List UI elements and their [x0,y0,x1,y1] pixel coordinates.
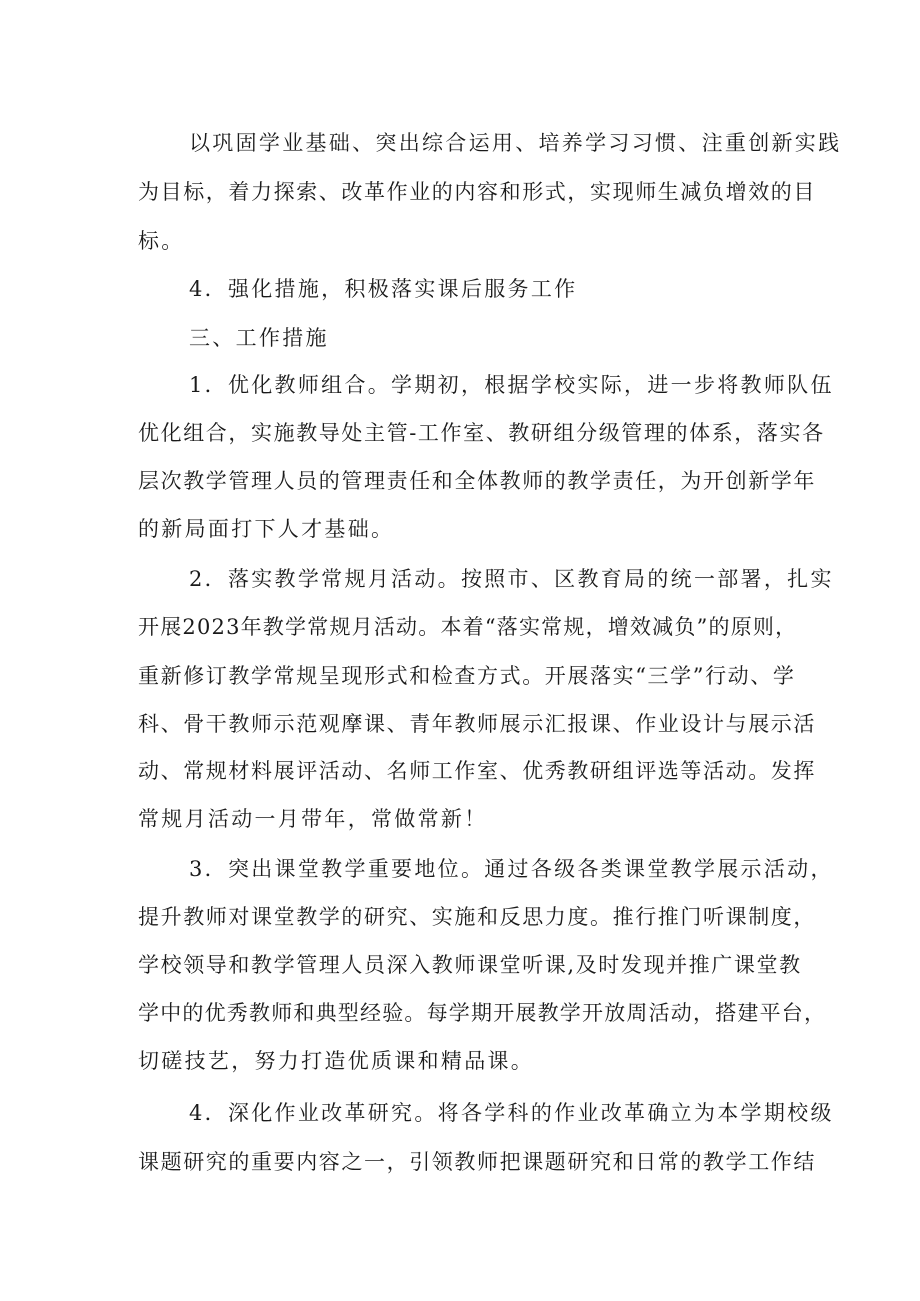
paragraph-line: 4．深化作业改革研究。将各学科的作业改革确立为本学期校级 [189,1101,834,1125]
paragraph-line: 3．突出课堂教学重要地位。通过各级各类课堂教学展示活动， [189,857,834,881]
paragraph-line: 提升教师对课堂教学的研究、实施和反思力度。推行推门听课制度， [138,905,816,929]
paragraph-line: 动、常规材料展评活动、名师工作室、优秀教研组评选等活动。发挥 [138,759,816,783]
paragraph-line: 课题研究的重要内容之一，引领教师把课题研究和日常的教学工作结 [138,1150,816,1174]
paragraph-line: 为目标，着力探索、改革作业的内容和形式，实现师生减负增效的目 [138,180,816,204]
paragraph-line: 开展2023年教学常规月活动。本着“落实常规，增效减负”的原则， [138,615,798,639]
paragraph-line: 2．落实教学常规月活动。按照市、区教育局的统一部署，扎实 [189,567,834,591]
paragraph-line: 优化组合，实施教导处主管-工作室、教研组分级管理的体系，落实各 [138,421,825,445]
paragraph-line: 常规月活动一月带年，常做常新！ [138,807,488,831]
paragraph-line: 学校领导和教学管理人员深入教师课堂听课,及时发现并推广课堂教 [138,953,802,977]
section-item-heading: 4．强化措施，积极落实课后服务工作 [189,277,578,301]
paragraph-line: 学中的优秀教师和典型经验。每学期开展教学开放周活动，搭建平台， [138,1001,827,1025]
paragraph-line: 标。 [138,229,185,253]
section-heading: 三、工作措施 [189,326,329,350]
paragraph-line: 1．优化教师组合。学期初，根据学校实际，进一步将教师队伍 [189,373,834,397]
paragraph-line: 层次教学管理人员的管理责任和全体教师的教学责任，为开创新学年 [138,469,816,493]
paragraph-line: 切磋技艺，努力打造优质课和精品课。 [138,1049,535,1073]
paragraph-line: 重新修订教学常规呈现形式和检查方式。开展落实“三学”行动、学 [138,664,796,688]
paragraph-line: 的新局面打下人才基础。 [138,517,395,541]
paragraph-line: 以巩固学业基础、突出综合运用、培养学习习惯、注重创新实践 [189,131,842,155]
paragraph-line: 科、骨干教师示范观摩课、青年教师展示汇报课、作业设计与展示活 [138,712,816,736]
